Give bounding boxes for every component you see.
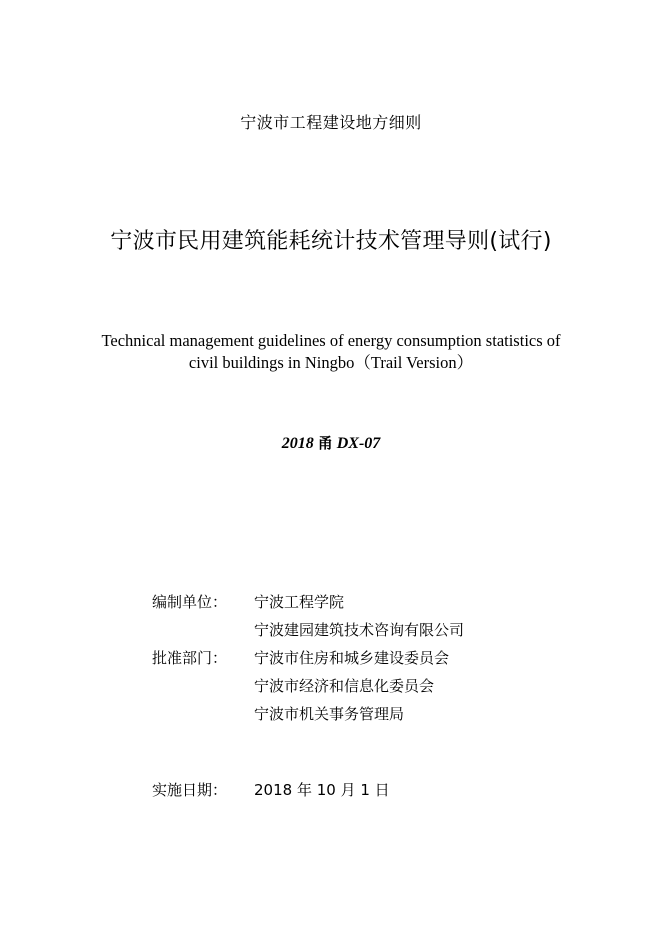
title-english-line-2: civil buildings in Ningbo（Trail Version）: [188, 353, 474, 372]
approved-by-dept-3: 宁波市机关事务管理局: [254, 705, 405, 723]
title-english-line-1: Technical management guidelines of energy consumption statistics of: [101, 331, 561, 350]
approved-by-dept-1: 宁波市住房和城乡建设委员会: [254, 649, 450, 667]
document-title-english: [70, 330, 592, 374]
code-city: 甬: [317, 434, 333, 452]
effective-date-row: [152, 779, 390, 800]
effective-date-value: 2018 年 10 月 1 日: [254, 781, 390, 799]
approved-by-row: [152, 676, 464, 704]
document-series: 宁波市工程建设地方细则: [240, 113, 422, 132]
document-code: [0, 432, 662, 453]
code-number: DX-07: [336, 435, 381, 452]
compiled-by-unit-1: 宁波工程学院: [254, 593, 345, 611]
approved-by-row: [152, 648, 464, 676]
compiled-by-label: 编制单位：: [152, 593, 228, 611]
approved-by-row: [152, 704, 464, 732]
code-year: 2018: [281, 435, 314, 452]
compiled-by-unit-2: 宁波建园建筑技术咨询有限公司: [254, 621, 465, 639]
compiled-by-row: [152, 592, 464, 620]
effective-date-label: 实施日期：: [152, 781, 228, 799]
document-title-chinese: 宁波市民用建筑能耗统计技术管理导则(试行): [110, 229, 552, 254]
approved-by-label: 批准部门：: [152, 649, 228, 667]
compiled-by-row: [152, 620, 464, 648]
issuing-info: [152, 592, 464, 732]
approved-by-dept-2: 宁波市经济和信息化委员会: [254, 677, 435, 695]
